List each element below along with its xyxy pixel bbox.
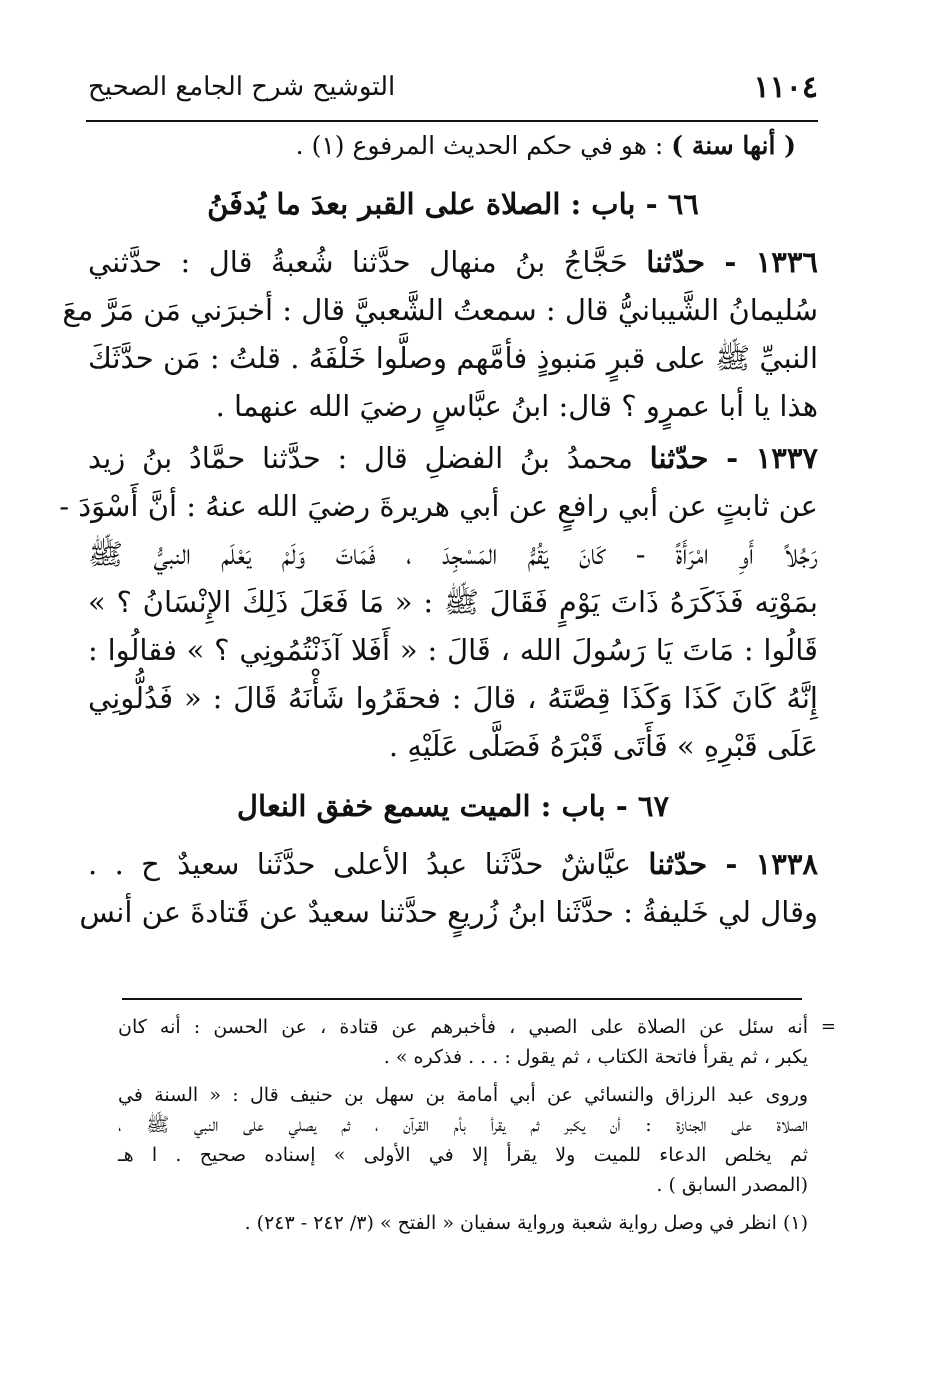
chapter-heading-67: ٦٧ - باب : الميت يسمع خفق النعال xyxy=(236,789,670,823)
text-line: قَالُوا : مَاتَ يَا رَسُولَ الله ، قَالَ : « أَفَلا آذَنْتُمُونِي ؟ » فقالُوا : xyxy=(88,633,818,667)
line-text: عيَّاشٌ حدَّثَنا عبدُ الأعلى حدَّثَنا سعيدٌ ح . . xyxy=(88,847,649,881)
hadith-number: ١٣٣٧ - حدّثنا xyxy=(649,441,818,475)
text-line: النبيِّ ﷺ على قبرٍ مَنبوذٍ فأمَّهم وصلَّوا خَلْفَهُ . قلتُ : مَن حدَّثَكَ xyxy=(88,341,818,375)
text-line: هذا يا أبا عمرٍو ؟ قال: ابنُ عبَّاسٍ رضيَ الله عنهما . xyxy=(215,389,818,423)
intro-text: : هو في حكم الحديث المرفوع xyxy=(352,131,672,160)
intro-label: ( أنها سنة ) xyxy=(671,131,796,160)
footnote-continuation xyxy=(118,1012,836,1072)
footnote-line: ثم يخلص الدعاء للميت ولا يقرأ إلا في الأولى » إسناده صحيح . ا هـ xyxy=(118,1144,808,1166)
hadith-number: ١٣٣٨ - حدّثنا xyxy=(648,847,818,881)
hadith-number: ١٣٣٦ - حدّثنا xyxy=(646,245,818,279)
text-line: رَجُلاً أَوِ امْرَأَةً - كَانَ يَقُمُّ المَسْجِدَ ، فَمَاتَ وَلَمْ يَعْلَم النبيُّ ﷺ xyxy=(88,537,818,571)
footnote-line: (المصدر السابق ) . xyxy=(656,1174,808,1196)
footnote-line: وروى عبد الرزاق والنسائي عن أبي أمامة بن سهل بن حنيف قال : « السنة في xyxy=(118,1084,808,1106)
footnote-divider xyxy=(122,998,802,1000)
page-number: ١١٠٤ xyxy=(753,70,818,105)
footnote-1: (١) انظر في وصل رواية شعبة ورواية سفيان « الفتح » (٣/ ٢٤٢ - ٢٤٣) . xyxy=(244,1212,808,1234)
text-line: عَلَى قَبْرِهِ » فَأَتَى قَبْرَهُ فَصَلَّى عَلَيْهِ . xyxy=(388,729,818,763)
text-line: بمَوْتِه فَذَكَرَهُ ذَاتَ يَوْمٍ فَقَالَ ﷺ : « مَا فَعَلَ ذَلِكَ الإِنْسَانُ ؟ » xyxy=(88,585,818,619)
line-text: حَجَّاجُ بنُ منهال حدَّثنا شُعبةُ قال : حدَّثني xyxy=(88,245,647,279)
footnotes xyxy=(118,1012,836,1238)
text-line xyxy=(88,434,818,482)
text-line: وقال لي خَليفةُ : حدَّثَنا ابنُ زُريعٍ حدَّثنا سعيدٌ عن قَتادةَ عن أنس xyxy=(79,895,818,929)
footnote-line: أنه سئل عن الصلاة على الصبي ، فأخبرهم عن قتادة ، عن الحسن : أنه كان xyxy=(118,1016,808,1038)
running-title: التوشيح شرح الجامع الصحيح xyxy=(88,72,396,102)
line-text: محمدُ بنُ الفضلِ قال : حدَّثنا حمَّادُ بنُ زيد xyxy=(88,441,650,475)
text-line: سُليمانُ الشَّيبانيُّ قال : سمعتُ الشَّعبيَّ قال : أخبرَني مَن مَرَّ معَ xyxy=(62,293,818,327)
intro-line xyxy=(88,124,818,168)
footnote-line: يكبر ، ثم يقرأ فاتحة الكتاب ، ثم يقول : . . . فذكره » . xyxy=(383,1046,808,1068)
main-text xyxy=(59,124,818,936)
hadith-1338 xyxy=(79,840,818,936)
footnote-line: الصلاة على الجنازة : أن يكبر ثم يقرأ بأم القرآن ، ثم يصلي على النبي ﷺ ، xyxy=(118,1114,808,1136)
header-divider xyxy=(86,120,818,122)
hadith-1337 xyxy=(59,434,818,770)
continuation-mark: = xyxy=(820,1016,836,1037)
text-line: عن ثابتٍ عن أبي رافعٍ عن أبي هريرةَ رضيَ الله عنهُ : أنَّ أَسْوَدَ - xyxy=(59,489,818,523)
text-line: إِنَّهُ كَانَ كَذَا وَكَذَا قِصَّتَهُ ، قالَ : فحقَرُوا شَأْنَهُ قَالَ : « فَدُلُّونِي xyxy=(88,681,818,715)
footnote-reference: (١) . xyxy=(295,131,353,160)
text-line xyxy=(88,238,818,286)
chapter-heading-66: ٦٦ - باب : الصلاة على القبر بعدَ ما يُدفَنُ xyxy=(207,187,699,221)
hadith-1336 xyxy=(62,238,818,430)
text-line xyxy=(88,840,818,888)
page-header xyxy=(88,70,818,114)
